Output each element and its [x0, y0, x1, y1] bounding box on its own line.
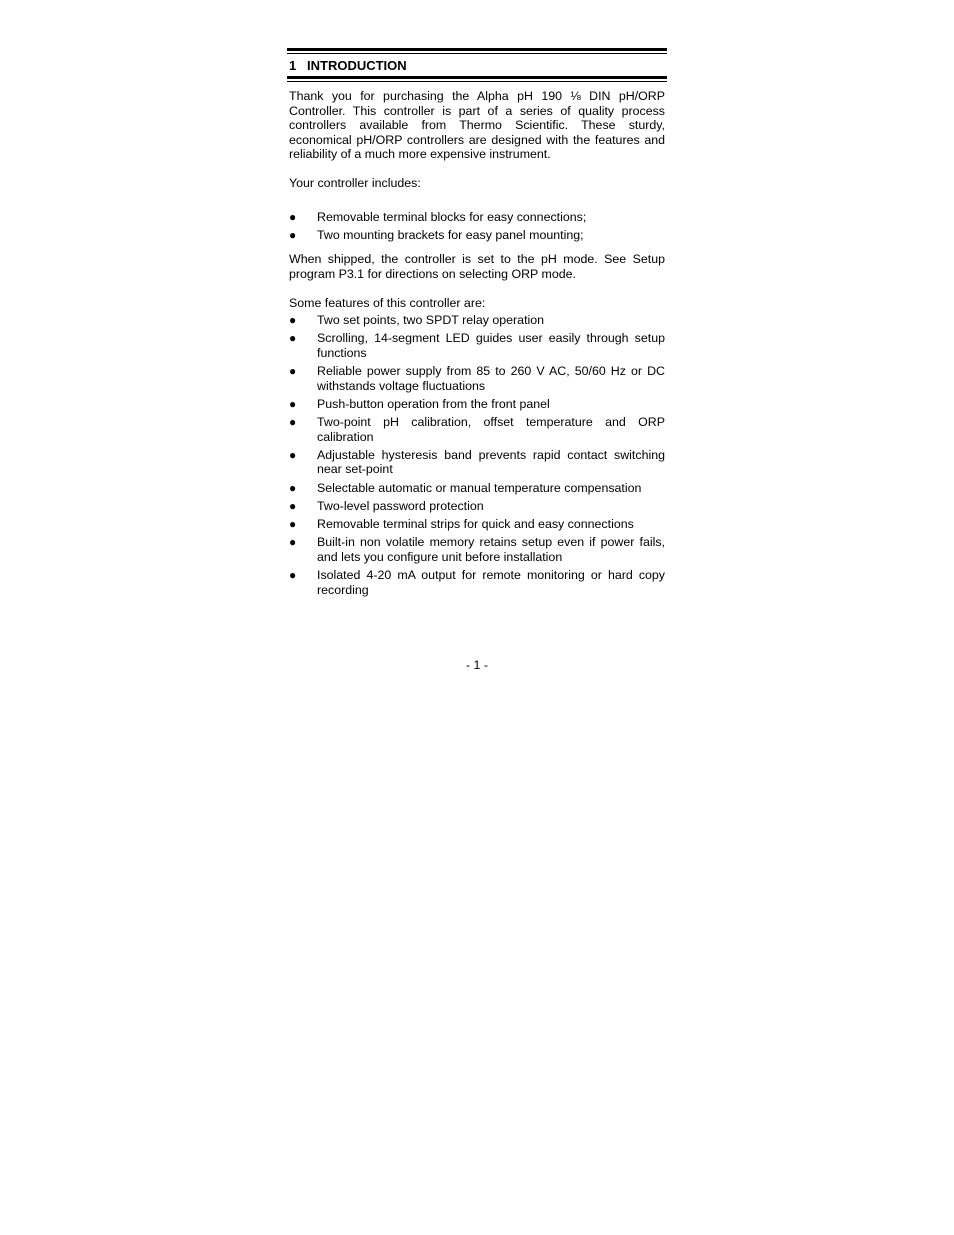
- includes-lead-paragraph: Your controller includes:: [289, 175, 421, 190]
- list-item: [289, 415, 665, 444]
- list-item: [289, 499, 665, 514]
- bullet-icon: ●: [289, 447, 297, 462]
- list-item: [289, 568, 665, 597]
- bullet-icon: ●: [289, 480, 297, 495]
- list-item-text: Removable terminal blocks for easy connections;: [317, 209, 587, 224]
- bullet-icon: ●: [289, 415, 297, 430]
- bullet-icon: ●: [289, 227, 297, 242]
- list-item-text: Isolated 4-20 mA output for remote monitoring or hard copy recording: [317, 567, 665, 597]
- list-item-text: Scrolling, 14-segment LED guides user easily through setup functions: [317, 331, 665, 360]
- section-body: [287, 89, 667, 597]
- list-item: [289, 313, 665, 328]
- bullet-icon: ●: [289, 313, 297, 328]
- list-item: [289, 228, 665, 243]
- list-item-text: Two mounting brackets for easy panel mounting;: [317, 227, 584, 242]
- bullet-icon: ●: [289, 396, 297, 411]
- list-item-text: Two-level password protection: [317, 498, 484, 513]
- list-item: [289, 517, 665, 532]
- bullet-icon: ●: [289, 498, 297, 513]
- bullet-icon: ●: [289, 567, 297, 582]
- list-item: [289, 331, 665, 360]
- section-title: INTRODUCTION: [307, 57, 407, 73]
- features-lead-paragraph: Some features of this controller are:: [289, 295, 486, 310]
- page-number: - 1 -: [465, 658, 489, 672]
- section-heading: [287, 54, 667, 76]
- bullet-icon: ●: [289, 331, 297, 346]
- list-item-text: Removable terminal strips for quick and easy connections: [317, 517, 634, 531]
- section-number: 1: [289, 57, 297, 73]
- list-item-text: Built-in non volatile memory retains setup even if power fails, and lets you configure unit before installation: [317, 535, 665, 564]
- bullet-icon: ●: [289, 517, 297, 531]
- list-item: [289, 481, 665, 496]
- list-item-text: Two-point pH calibration, offset temperature and ORP calibration: [317, 415, 665, 444]
- list-item: [289, 397, 665, 412]
- bullet-icon: ●: [289, 209, 297, 224]
- intro-paragraph: Thank you for purchasing the Alpha pH 190 ⅛ DIN pH/ORP Controller. This controller is part of a series of quality process controllers available from Thermo Scientific. These sturdy, economical pH/ORP controllers are designed with the features and reliability of a much more expensive instrument.: [289, 89, 665, 162]
- includes-list: [289, 210, 665, 243]
- shipped-paragraph: When shipped, the controller is set to the pH mode. See Setup program P3.1 for directions on selecting ORP mode.: [289, 252, 665, 281]
- bullet-icon: ●: [289, 364, 297, 379]
- list-item-text: Adjustable hysteresis band prevents rapid contact switching near set-point: [317, 447, 665, 477]
- list-item: [289, 210, 665, 225]
- document-page: [287, 48, 667, 601]
- heading-rule-bottom: [287, 76, 667, 82]
- list-item-text: Two set points, two SPDT relay operation: [317, 313, 545, 328]
- list-item: [289, 535, 665, 564]
- bullet-icon: ●: [289, 535, 297, 550]
- list-item-text: Selectable automatic or manual temperature compensation: [317, 480, 642, 495]
- list-item-text: Reliable power supply from 85 to 260 V AC, 50/60 Hz or DC withstands voltage fluctuations: [317, 364, 665, 393]
- list-item-text: Push-button operation from the front panel: [317, 396, 550, 411]
- features-list: [289, 313, 665, 597]
- list-item: [289, 448, 665, 477]
- list-item: [289, 364, 665, 393]
